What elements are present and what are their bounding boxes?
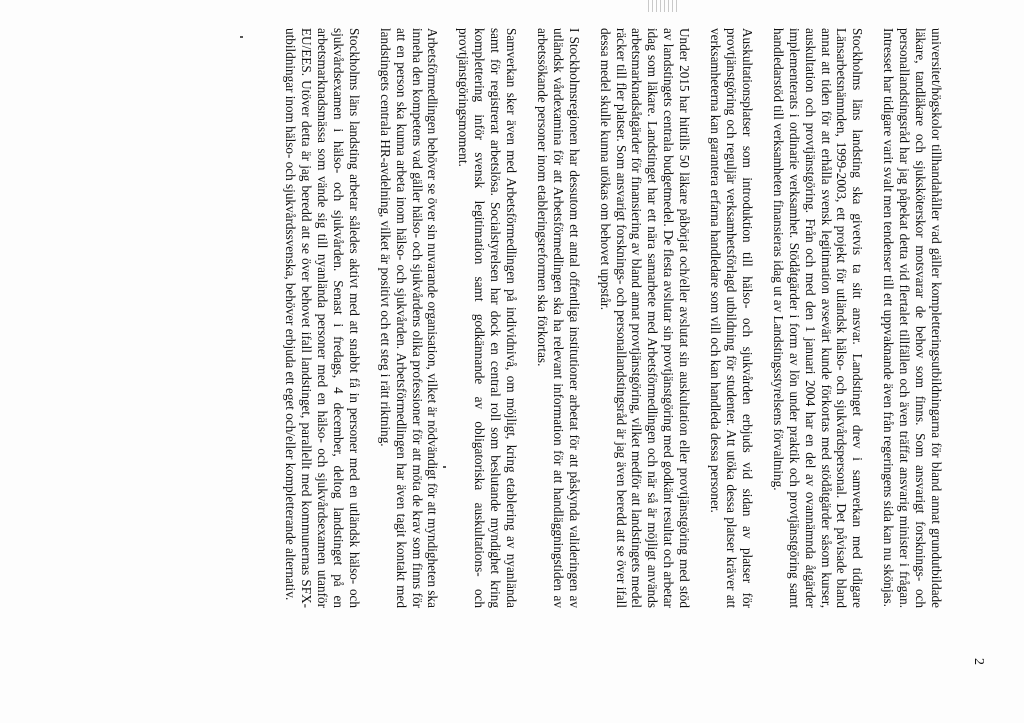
document-body xyxy=(267,28,944,608)
paragraph: Samverkan sker även med Arbetsförmedlingen på individnivå, om möjligt, kring etablering av nyanlända samt för registrerat arbetslösa. Socialstyrelsen har dock en central roll som beslutande myndighet kring komplettering inför svensk legitimation samt godkännande av obligatoriska auskultations- och provtjänstgöringsmoment. xyxy=(456,28,520,608)
paragraph: Stockholms läns landsting arbetar således aktivt med att snabbt få in personer med en utländsk hälso- och sjukvårdsexamen i hälso- och sjukvården. Senast i fredags, 4 december, deltog landstinget på en arbetsmarknadsmässa som vände sig till nyanlända personer med en hälso- och sjukvårdsexamen utanför EU/EES. Utöver detta är jag beredd att se över behovet ifall landstinget, parallellt med kommunernas SFX-utbildningar inom hälso- och sjukvårdssvenska, behöver erbjuda ett eget och/eller kompletterande alternativ. xyxy=(283,28,362,608)
paragraph: I Stockholmsregionen har dessutom ett antal offentliga institutioner arbetat för att påskynda valideringen av utländsk vårdexamina för att Arbetsförmedlingen ska ha relevant information för att handläggningstiden av arbetssökande personer inom etableringsreformen ska förkortas. xyxy=(534,28,582,608)
page-number: 2 xyxy=(971,658,986,665)
paragraph: Stockholms läns landsting ska givetvis ta sitt ansvar. Landstinget drev i samverkan med tidigare Länsarbetsnämnden, 1999-2003, ett projekt för utländsk hälso- och sjukvårdspersonal. Det påvisade bland annat att tiden för att erhålla svensk legitimation avsevärt kunde förkortas med stödåtgärder såsom kurser, auskultation och provtjänstgöring. Från och med den 1 januari 2004 har en del av ovannämnda åtgärder implementerats i ordinarie verksamhet. Stödåtgärder i form av lön under praktik och provtjänstgöring samt handledarstöd till verksamheten finansieras idag ut av Landstingsstyrelsens förvaltning. xyxy=(770,28,866,608)
paragraph: Auskultationsplatser som introduktion till hälso- och sjukvården erbjuds vid sidan av platser för provtjänstgöring och reguljär verksamhetsförlagd utbildning för studenter. Att utöka dessa platser kräver att verksamheterna kan garantera erfarna handledare som vill och kan handleda dessa personer. xyxy=(708,28,755,608)
paragraph: universitet/högskolor tillhandahåller vad gäller kompletteringsutbildningarna för bland annat grundutbildade läkare, tandläkare och sjuksköterskor motsvarar de behov som finns. Som ansvarigt forsknings- och personallandstingsråd har jag påpekat detta vid flertalet tillfällen och även träffat ansvarig minister i frågan. Intresset har tidigare varit svalt men tendenser till ett uppvaknande även från regeringens sida kan nu skönjas. xyxy=(881,28,944,608)
paragraph: Arbetsförmedlingen behöver se över sin nuvarande organisation, vilket är nödvändigt för att myndigheten ska inneha den kompetens vad gäller hälso- och sjukvårdens olika professioner för att möta de krav som finns för att en person ska kunna arbeta inom hälso- och sjukvården. Arbetsförmedlingen har även tagit kontakt med landstingets centrala HR-avdelning, vilket är positivt och ett steg i rätt riktning. xyxy=(377,28,441,608)
paragraph: Under 2015 har hittills 50 läkare påbörjat och/eller avslutat sin auskultation eller provtjänstgöring med stöd av landstingets centrala budgetmedel. De flesta avslutar sin provtjänstgöring med godkänt resultat och arbetar idag som läkare. Landstinget har ett nära samarbete med Arbetsförmedlingen och när så är möjligt används arbetsmarknadsåtgärder för finansiering av bland annat provtjänstgöring, vilket medför att landstingets medel räcker till fler platser. Som ansvarigt forsknings- och personallandstingsråd är jag även beredd att se över ifall dessa medel skulle kunna utökas om behovet uppstår. xyxy=(597,28,693,608)
